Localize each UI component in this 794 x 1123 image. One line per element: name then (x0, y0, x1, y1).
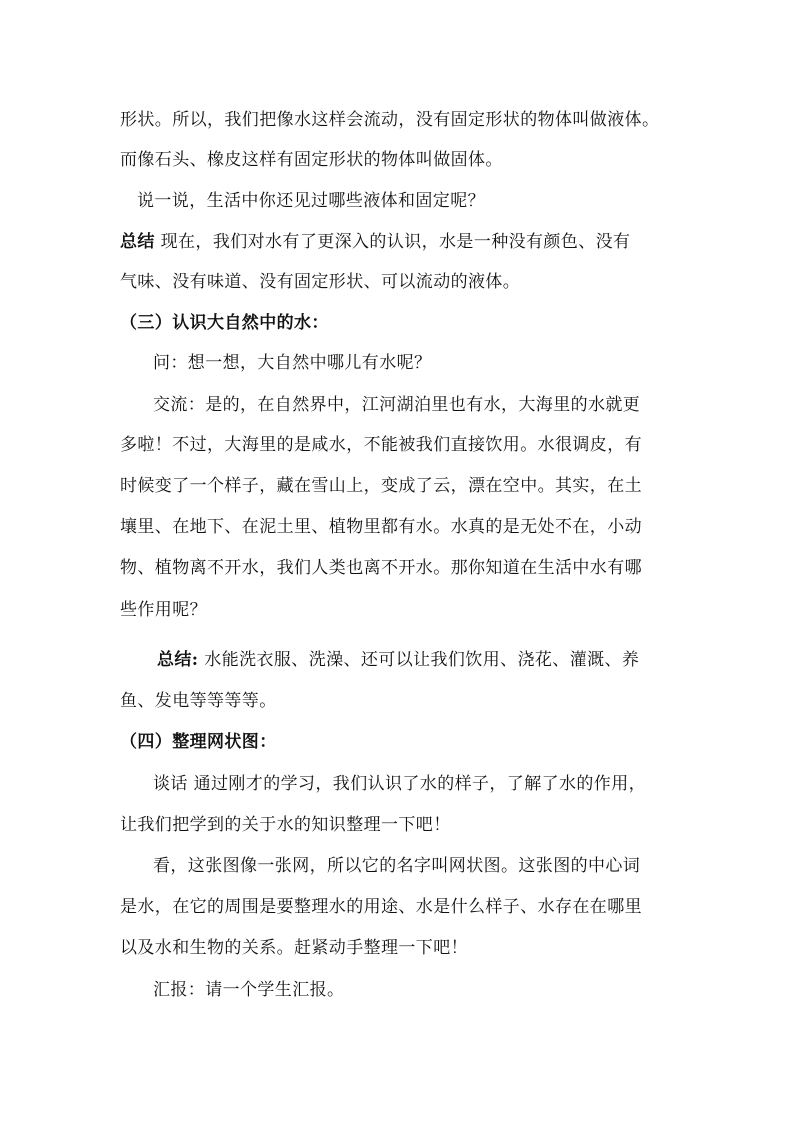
summary-text: 现在，我们对水有了更深入的认识，水是一种没有颜色、没有 (160, 232, 631, 252)
text-line: 以及水和生物的关系。赶紧动手整理一下吧！ (120, 938, 468, 958)
summary-label: 总结: (157, 650, 199, 670)
summary-paragraph (157, 650, 639, 670)
text-line: 汇报：请一个学生汇报。 (153, 980, 345, 1000)
text-line: 物、植物离不开水，我们人类也离不开水。那你知道在生活中水有哪 (120, 558, 642, 578)
text-line: 壤里、在地下、在泥土里、植物里都有水。水真的是无处不在，小动 (120, 517, 642, 537)
text-line: 问：想一想，大自然中哪儿有水呢？ (153, 353, 432, 373)
summary-text: 水能洗衣服、洗澡、还可以让我们饮用、浇花、灌溉、养 (204, 650, 640, 670)
text-line: 而像石头、橡皮这样有固定形状的物体叫做固体。 (120, 150, 503, 170)
text-line: 是水，在它的周围是要整理水的用途、水是什么样子、水存在在哪里 (120, 897, 642, 917)
text-line: 交流：是的，在自然界中，江河湖泊里也有水，大海里的水就更 (153, 395, 641, 415)
summary-paragraph (120, 232, 630, 252)
text-line: 看，这张图像一张网，所以它的名字叫网状图。这张图的中心词 (153, 856, 641, 876)
section-heading: （四）整理网状图： (120, 732, 277, 752)
section-heading: （三）认识大自然中的水： (120, 313, 329, 333)
text-line: 让我们把学到的关于水的知识整理一下吧！ (120, 815, 451, 835)
text-line: 谈话 通过刚才的学习，我们认识了水的样子，了解了水的作用， (153, 774, 647, 794)
text-line: 鱼、发电等等等等。 (120, 691, 277, 711)
text-line: 些作用呢？ (120, 600, 207, 620)
text-line: 说一说，生活中你还见过哪些液体和固定呢？ (137, 191, 485, 211)
text-line: 时候变了一个样子，藏在雪山上，变成了云，漂在空中。其实，在土 (120, 476, 642, 496)
text-line: 多啦！不过，大海里的是咸水，不能被我们直接饮用。水很调皮，有 (120, 435, 642, 455)
text-line: 气味、没有味道、没有固定形状、可以流动的液体。 (120, 272, 521, 292)
text-line: 形状。所以，我们把像水这样会流动，没有固定形状的物体叫做液体。 (120, 110, 660, 130)
summary-label: 总结 (120, 232, 155, 252)
